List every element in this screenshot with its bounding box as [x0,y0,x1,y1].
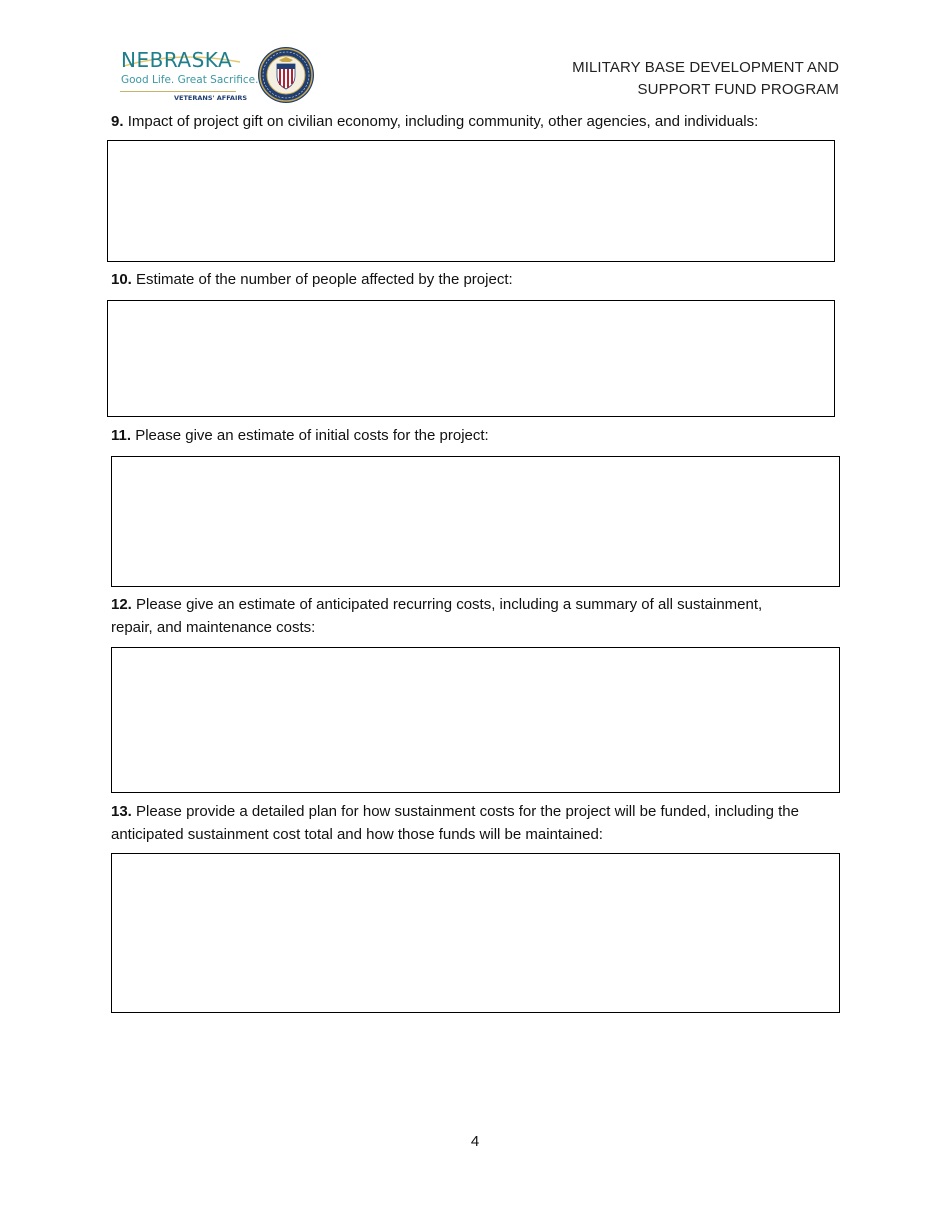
question-13-answer-box[interactable] [111,853,840,1013]
question-text-continued: repair, and maintenance costs: [111,618,316,636]
header-title-line-2: SUPPORT FUND PROGRAM [637,80,839,98]
question-10-answer-box[interactable] [107,300,835,417]
logo-subtitle: VETERANS' AFFAIRS [174,94,248,102]
logo-divider [120,91,236,92]
veterans-affairs-seal-icon [257,46,315,104]
header-title-line-1: MILITARY BASE DEVELOPMENT AND [572,59,839,76]
question-text-continued: anticipated sustainment cost total and how those funds will be maintained: [111,825,603,843]
logo-wordmark: NEBRASKA [121,48,233,72]
question-11-answer-box[interactable] [111,456,840,587]
question-text: Estimate of the number of people affected by the project: [136,271,513,288]
question-number: 11. [111,427,132,444]
nebraska-logo [118,44,259,106]
question-number: 10. [111,271,132,288]
page-number: 4 [470,1133,480,1150]
question-number: 13. [111,803,132,820]
question-13-label [111,801,851,846]
question-text: Please give an estimate of anticipated recurring costs, including a summary of all sustainment, [136,596,763,613]
question-9-answer-box[interactable] [107,140,835,262]
question-11-label [111,425,841,448]
question-12-answer-box[interactable] [111,647,840,793]
question-text: Please provide a detailed plan for how sustainment costs for the project will be funded, including the [136,803,799,820]
question-number: 12. [111,596,132,613]
question-number: 9. [111,113,124,130]
logo-tagline: Good Life. Great Sacrifice. [121,74,259,86]
question-text: Please give an estimate of initial costs for the project: [135,427,489,444]
question-10-label [111,269,841,292]
question-text: Impact of project gift on civilian economy, including community, other agencies, and individuals: [127,113,759,130]
document-header-title [572,57,839,100]
question-12-label [111,594,841,639]
question-9-label [111,111,841,134]
